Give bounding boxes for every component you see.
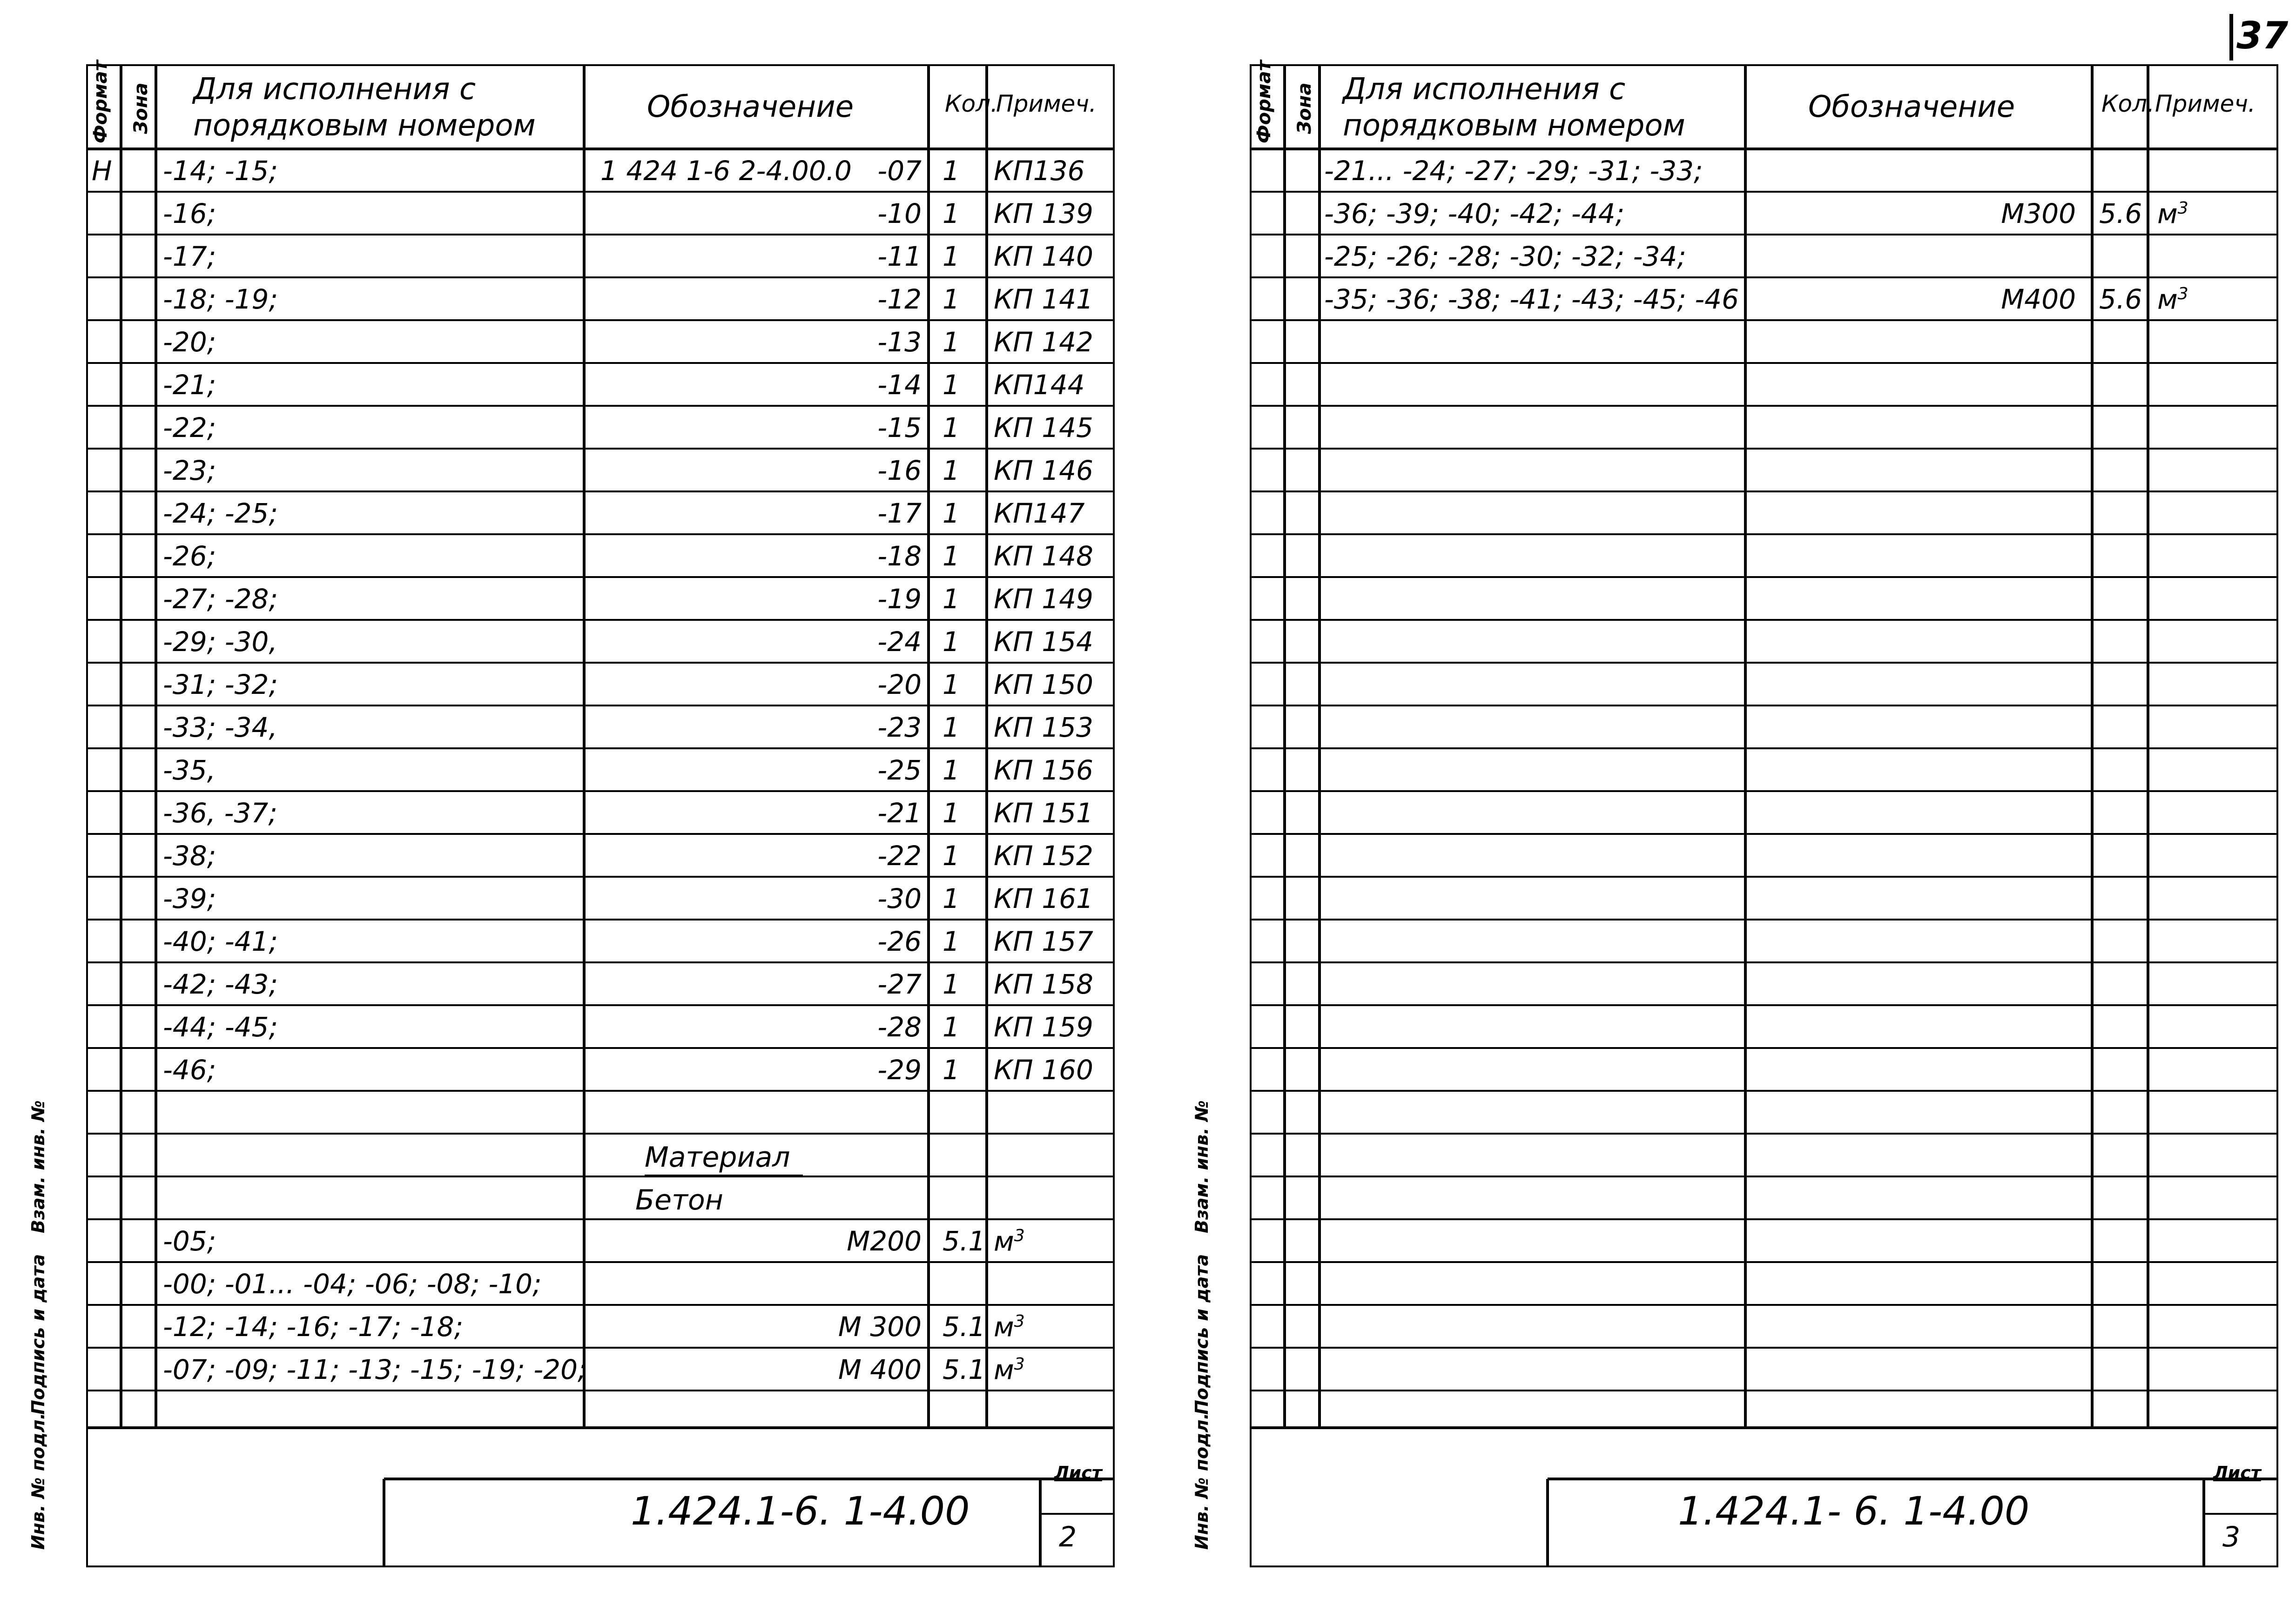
execution-cell: -36, -37; [163, 797, 277, 829]
execution-header-line1: Для исполнения с [193, 72, 476, 107]
qty-header: Кол. [2101, 90, 2155, 117]
note-cell: КП 156 [994, 754, 1093, 786]
note-cell: КП 141 [994, 283, 1093, 315]
qty-cell: 1 [943, 797, 960, 829]
note-cell: КП 153 [994, 712, 1093, 743]
designation-suffix: М 400 [838, 1354, 922, 1385]
execution-cell: -46; [163, 1054, 216, 1086]
designation-suffix: -23 [877, 712, 922, 743]
format-cell: Н [92, 155, 112, 187]
qty-cell: 1 [943, 369, 960, 401]
execution-cell: -31; -32; [163, 669, 278, 700]
qty-cell: 5.1 [943, 1354, 986, 1385]
execution-cell: -27; -28; [163, 583, 278, 615]
note-cell: КП 160 [994, 1054, 1093, 1086]
execution-cell: -25; -26; -28; -30; -32; -34; [1324, 241, 1686, 272]
qty-cell: 5.6 [2099, 198, 2142, 229]
designation-cell: 1 424 1-6 2-4.00.0 [600, 155, 852, 187]
execution-cell: -39; [163, 883, 216, 914]
qty-cell: 1 [943, 455, 960, 486]
designation-suffix: -14 [877, 369, 922, 401]
qty-cell: 5.6 [2099, 283, 2142, 315]
side-inv-no-orig: Инв. № подл. [1192, 1412, 1212, 1550]
execution-header-line2: порядковым номером [193, 108, 536, 143]
designation-suffix: М400 [2001, 283, 2076, 315]
designation-suffix: -16 [877, 455, 922, 486]
side-replaced-inv: Взам. инв. № [28, 1100, 48, 1233]
execution-cell: -21... -24; -27; -29; -31; -33; [1324, 155, 1703, 187]
execution-cell: -07; -09; -11; -13; -15; -19; -20; [163, 1354, 587, 1385]
qty-cell: 1 [943, 1011, 960, 1043]
note-cell: КП 149 [994, 583, 1093, 615]
left-sheet [86, 60, 1115, 1567]
execution-cell: -23; [163, 455, 216, 486]
designation-suffix: М200 [847, 1225, 922, 1257]
note-cell: $м^3$ [994, 1354, 1025, 1386]
qty-cell: 1 [943, 968, 960, 1000]
execution-cell: -21; [163, 369, 216, 401]
page-number-bar [2229, 14, 2233, 60]
note-cell: КП 150 [994, 669, 1093, 700]
format-header: Формат [90, 60, 111, 143]
execution-cell: -18; -19; [163, 283, 278, 315]
note-cell: КП 151 [994, 797, 1093, 829]
qty-header: Кол. [945, 90, 998, 117]
qty-cell: 1 [943, 326, 960, 358]
note-cell: КП 157 [994, 926, 1093, 957]
note-cell: КП 146 [994, 455, 1093, 486]
material-heading: Материал [645, 1141, 790, 1174]
side-signature-date: Подпись и дата [28, 1254, 48, 1415]
execution-header-line2: порядковым номером [1343, 108, 1685, 143]
note-cell: КП 158 [994, 968, 1093, 1000]
qty-cell: 1 [943, 626, 960, 658]
note-cell: $м^3$ [994, 1225, 1025, 1257]
designation-suffix: -27 [877, 968, 922, 1000]
note-cell: КП 145 [994, 412, 1093, 443]
qty-cell: 1 [943, 583, 960, 615]
execution-header-line1: Для исполнения с [1343, 72, 1626, 107]
designation-suffix: -26 [877, 926, 922, 957]
qty-cell: 1 [943, 883, 960, 914]
designation-suffix: -21 [877, 797, 922, 829]
qty-cell: 5.1 [943, 1225, 986, 1257]
note-cell: $м^3$ [994, 1311, 1025, 1343]
note-cell: КП 159 [994, 1011, 1093, 1043]
execution-cell: -24; -25; [163, 497, 278, 529]
designation-suffix: М 300 [838, 1311, 922, 1343]
qty-cell: 1 [943, 712, 960, 743]
qty-cell: 5.1 [943, 1311, 986, 1343]
execution-cell: -05; [163, 1225, 216, 1257]
execution-cell: -44; -45; [163, 1011, 278, 1043]
qty-cell: 1 [943, 283, 960, 315]
page-number: 37 [2236, 14, 2289, 57]
qty-cell: 1 [943, 754, 960, 786]
qty-cell: 1 [943, 497, 960, 529]
execution-cell: -35; -36; -38; -41; -43; -45; -46 [1324, 283, 1739, 315]
note-cell: $м^3$ [2157, 283, 2188, 316]
designation-suffix: -22 [877, 840, 922, 872]
sheet-number: 2 [1059, 1521, 1077, 1553]
execution-cell: -17; [163, 241, 216, 272]
execution-cell: -36; -39; -40; -42; -44; [1324, 198, 1625, 229]
qty-cell: 1 [943, 155, 960, 187]
execution-cell: -40; -41; [163, 926, 278, 957]
zone-header: Зона [130, 82, 152, 134]
qty-cell: 1 [943, 412, 960, 443]
document-code: 1.424.1- 6. 1-4.00 [1678, 1488, 2030, 1534]
document-code: 1.424.1-6. 1-4.00 [631, 1488, 970, 1534]
designation-suffix: -07 [877, 155, 922, 187]
execution-cell: -20; [163, 326, 216, 358]
designation-suffix: -24 [877, 626, 922, 658]
note-cell: КП 140 [994, 241, 1093, 272]
designation-suffix: -17 [877, 497, 922, 529]
note-cell: КП 142 [994, 326, 1093, 358]
execution-cell: -42; -43; [163, 968, 278, 1000]
note-header: Примеч. [2155, 90, 2256, 117]
execution-cell: -33; -34, [163, 712, 277, 743]
designation-suffix: -25 [877, 754, 922, 786]
qty-cell: 1 [943, 1054, 960, 1086]
note-cell: КП136 [994, 155, 1085, 187]
designation-suffix: -30 [877, 883, 922, 914]
qty-cell: 1 [943, 669, 960, 700]
designation-header: Обозначение [1808, 90, 2015, 124]
designation-suffix: -18 [877, 540, 922, 572]
right-sheet [1250, 60, 2278, 1567]
execution-cell: -12; -14; -16; -17; -18; [163, 1311, 464, 1343]
note-cell: КП 152 [994, 840, 1093, 872]
side-inv-no-orig: Инв. № подл. [28, 1412, 48, 1550]
designation-suffix: -12 [877, 283, 922, 315]
note-cell: КП144 [994, 369, 1085, 401]
execution-cell: -38; [163, 840, 216, 872]
designation-suffix: -19 [877, 583, 922, 615]
execution-cell: -14; -15; [163, 155, 278, 187]
designation-suffix: М300 [2001, 198, 2076, 229]
execution-cell: -26; [163, 540, 216, 572]
designation-suffix: -11 [877, 241, 922, 272]
execution-cell: -35, [163, 754, 216, 786]
execution-cell: -00; -01... -04; -06; -08; -10; [163, 1268, 542, 1300]
designation-suffix: -15 [877, 412, 922, 443]
note-cell: КП147 [994, 497, 1085, 529]
note-cell: КП 154 [994, 626, 1093, 658]
sheet-label: Лист [2213, 1463, 2261, 1483]
note-header: Примеч. [996, 90, 1097, 117]
material-heading: Бетон [635, 1184, 723, 1216]
execution-cell: -29; -30, [163, 626, 277, 658]
execution-cell: -16; [163, 198, 216, 229]
sheet-number: 3 [2222, 1521, 2241, 1553]
sheet-label: Лист [1054, 1463, 1102, 1483]
designation-suffix: -29 [877, 1054, 922, 1086]
note-cell: КП 161 [994, 883, 1093, 914]
side-signature-date: Подпись и дата [1192, 1254, 1212, 1415]
format-header: Формат [1253, 60, 1275, 143]
qty-cell: 1 [943, 198, 960, 229]
note-cell: $м^3$ [2157, 198, 2188, 230]
note-cell: КП 148 [994, 540, 1093, 572]
zone-header: Зона [1294, 82, 1315, 134]
note-cell: КП 139 [994, 198, 1093, 229]
qty-cell: 1 [943, 840, 960, 872]
designation-suffix: -20 [877, 669, 922, 700]
designation-suffix: -28 [877, 1011, 922, 1043]
designation-header: Обозначение [647, 90, 854, 124]
material-underline [645, 1175, 803, 1177]
designation-suffix: -13 [877, 326, 922, 358]
side-replaced-inv: Взам. инв. № [1192, 1100, 1212, 1233]
execution-cell: -22; [163, 412, 216, 443]
designation-suffix: -10 [877, 198, 922, 229]
qty-cell: 1 [943, 241, 960, 272]
qty-cell: 1 [943, 540, 960, 572]
qty-cell: 1 [943, 926, 960, 957]
